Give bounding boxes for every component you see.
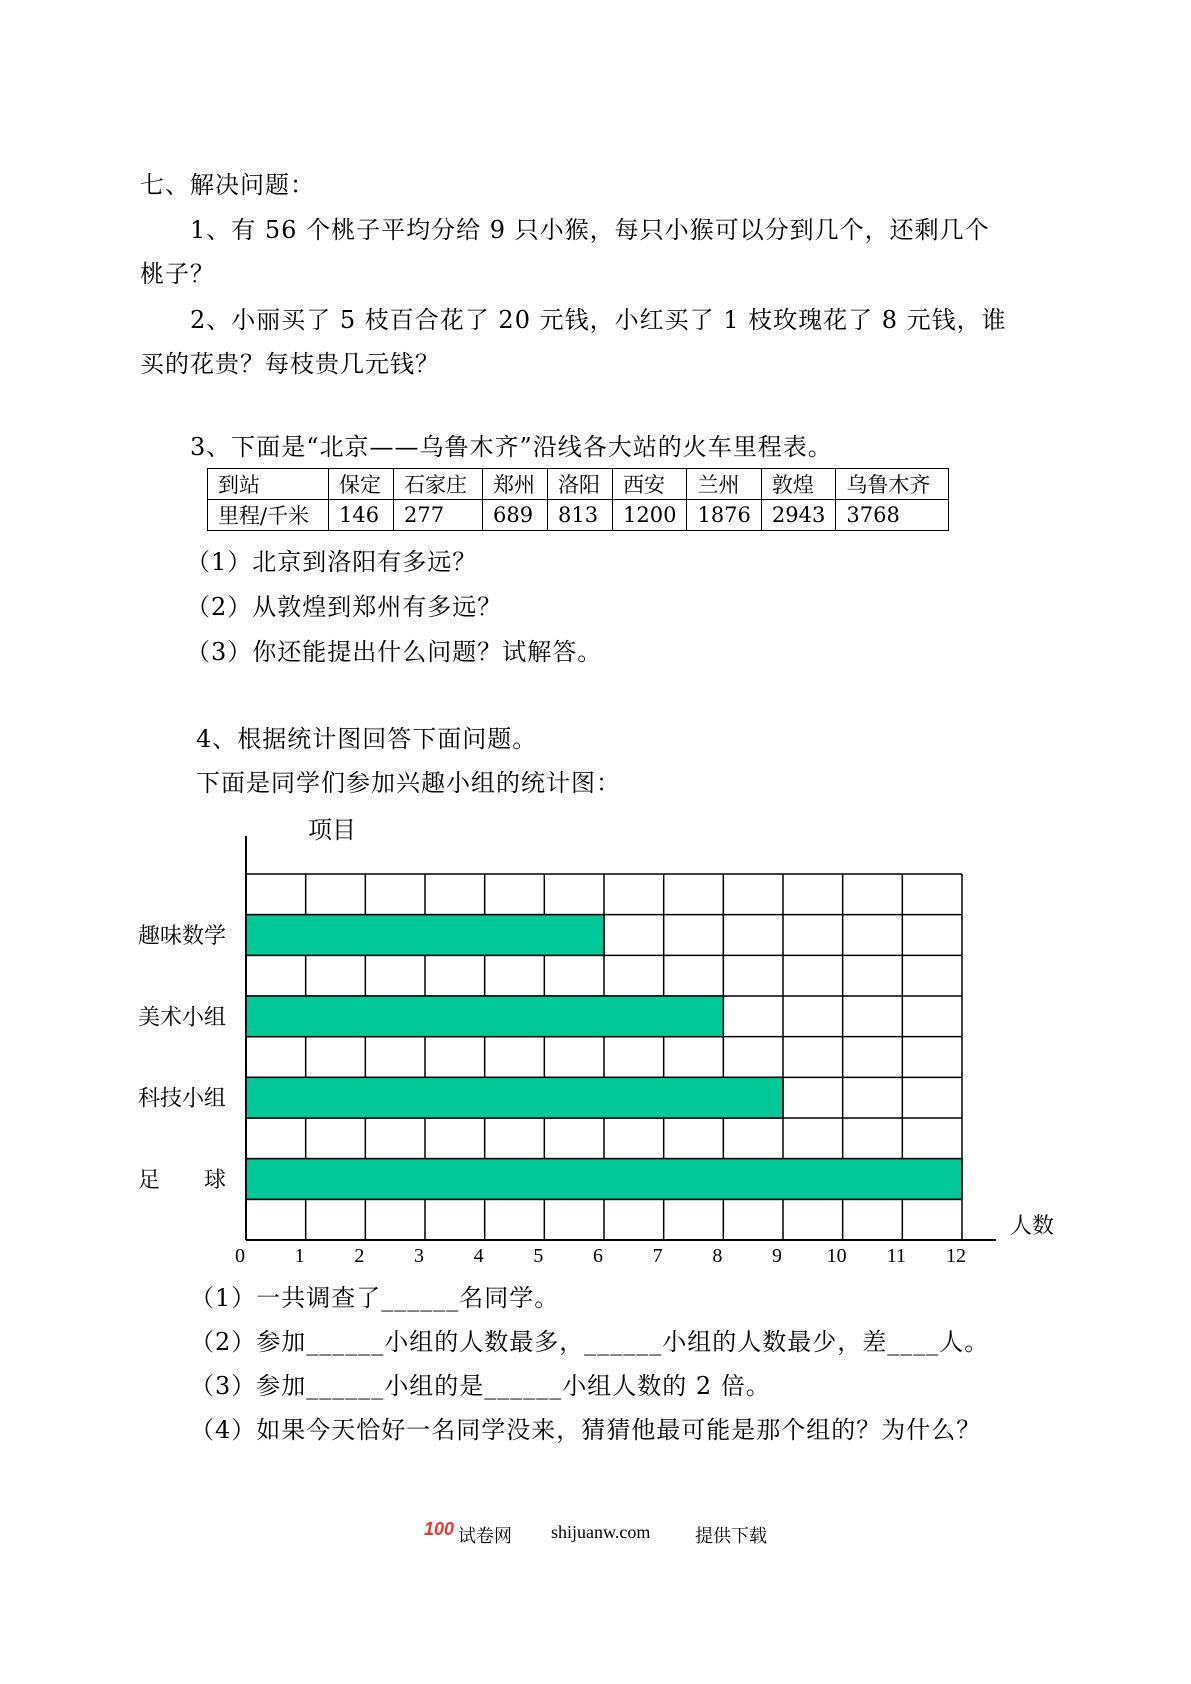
footer-site-name: 试卷网 <box>458 1526 512 1546</box>
question-4-sub-3: （3）参加______小组的是______小组人数的 2 倍。 <box>190 1372 771 1400</box>
table-cell-distance: 146 <box>329 500 394 531</box>
x-tick-label: 0 <box>235 1245 245 1267</box>
question-4-caption: 下面是同学们参加兴趣小组的统计图： <box>196 769 621 797</box>
question-2-line-2: 买的花贵？每枝贵几元钱？ <box>140 350 440 378</box>
x-axis-label: 人数 <box>1010 1214 1055 1239</box>
footer-note: 提供下载 <box>695 1526 767 1546</box>
category-label: 趣味数学 <box>138 924 227 949</box>
x-tick-label: 8 <box>712 1245 723 1267</box>
x-tick-label: 9 <box>772 1245 782 1267</box>
question-1-line-1: 1、有 56 个桃子平均分给 9 只小猴，每只小猴可以分到几个，还剩几个 <box>190 216 990 244</box>
x-tick-label: 5 <box>533 1245 544 1267</box>
table-cell-distance: 1200 <box>613 500 687 531</box>
question-1-line-2: 桃子？ <box>140 260 215 288</box>
category-label: 科技小组 <box>138 1086 227 1112</box>
category-label: 足 球 <box>138 1168 227 1193</box>
table-cell-station: 洛阳 <box>548 469 613 500</box>
x-tick-label: 10 <box>826 1245 847 1267</box>
question-4-sub-4: （4）如果今天恰好一名同学没来，猜猜他最可能是那个组的？为什么？ <box>190 1416 982 1444</box>
question-2-line-1: 2、小丽买了 5 枝百合花了 20 元钱，小红买了 1 枝玫瑰花了 8 元钱，谁 <box>190 306 1007 334</box>
question-4-sub-1: （1）一共调查了______名同学。 <box>190 1284 560 1312</box>
x-tick-label: 6 <box>593 1245 603 1267</box>
x-tick-label: 2 <box>354 1245 365 1267</box>
table-header-distance: 里程/千米 <box>208 500 329 531</box>
table-cell-station: 郑州 <box>483 469 548 500</box>
table-cell-distance: 1876 <box>687 500 761 531</box>
x-tick-label: 12 <box>946 1245 966 1267</box>
x-tick-label: 4 <box>473 1245 484 1267</box>
bar <box>246 996 723 1037</box>
x-tick-label: 3 <box>414 1245 424 1267</box>
x-tick-label: 11 <box>886 1245 906 1267</box>
section-title: 七、解决问题： <box>140 171 315 199</box>
table-cell-station: 西安 <box>613 469 687 500</box>
table-cell-station: 乌鲁木齐 <box>836 469 949 500</box>
x-tick-label: 7 <box>652 1245 663 1267</box>
table-cell-distance: 277 <box>394 500 483 531</box>
footer-url[interactable]: shijuanw.com <box>551 1522 651 1542</box>
table-cell-station: 石家庄 <box>394 469 483 500</box>
chart-axes <box>235 836 996 1267</box>
question-3-sub-3: （3）你还能提出什么问题？试解答。 <box>186 638 603 666</box>
x-tick-label: 1 <box>294 1245 305 1267</box>
table-cell-station: 敦煌 <box>761 469 835 500</box>
table-cell-distance: 3768 <box>836 500 949 531</box>
table-cell-station: 保定 <box>329 469 394 500</box>
bar <box>246 1159 962 1200</box>
chart-bars <box>138 915 962 1200</box>
question-4-sub-2: （2）参加______小组的人数最多，______小组的人数最少，差____人。 <box>190 1328 990 1356</box>
question-4-intro: 4、根据统计图回答下面问题。 <box>196 725 538 753</box>
category-label: 美术小组 <box>138 1005 227 1031</box>
question-3-intro: 3、下面是“北京——乌鲁木齐”沿线各大站的火车里程表。 <box>190 433 833 461</box>
bar <box>246 1077 783 1118</box>
question-3-sub-2: （2）从敦煌到郑州有多远？ <box>186 593 503 621</box>
question-3-sub-1: （1）北京到洛阳有多远？ <box>186 548 478 576</box>
table-cell-station: 兰州 <box>687 469 761 500</box>
y-axis-label: 项目 <box>308 816 356 844</box>
table-cell-distance: 813 <box>548 500 613 531</box>
site-logo-number: 100 <box>424 1519 455 1539</box>
bar <box>246 915 604 956</box>
table-header-station: 到站 <box>208 469 329 500</box>
table-cell-distance: 689 <box>483 500 548 531</box>
table-cell-distance: 2943 <box>761 500 835 531</box>
